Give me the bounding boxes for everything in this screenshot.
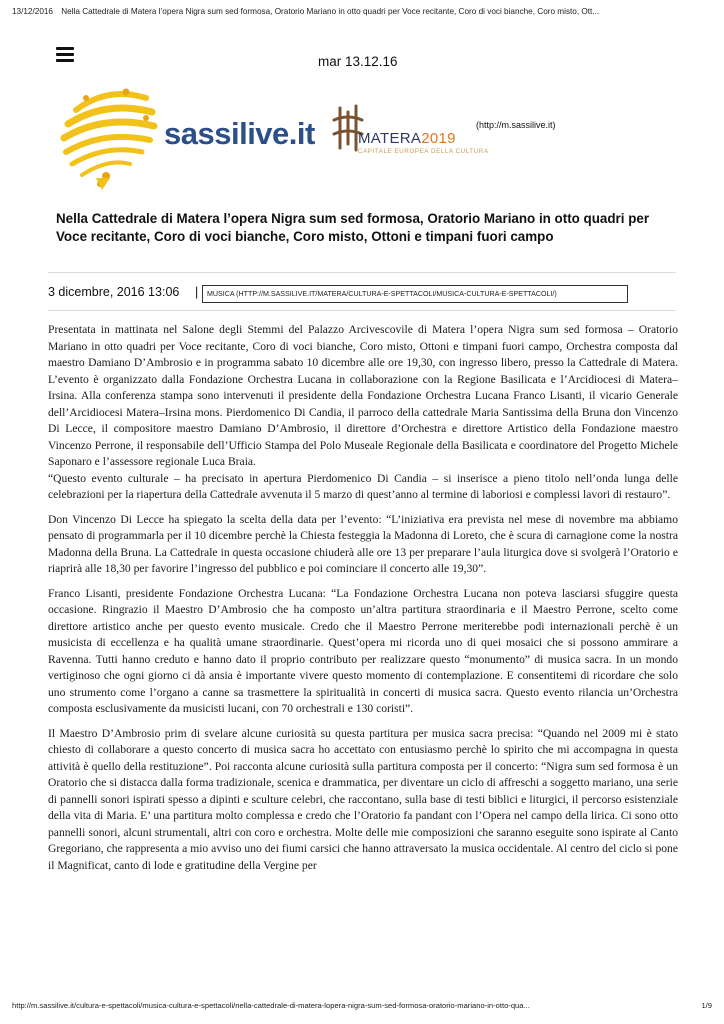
print-title: Nella Cattedrale di Matera l’opera Nigra sum sed formosa, Oratorio Mariano in otto quadri per Voce recitante, Coro di voci bianche, Coro misto, Ott... bbox=[61, 7, 600, 16]
site-url-link[interactable]: (http://m.sassilive.it) bbox=[476, 120, 556, 130]
article-body bbox=[48, 322, 678, 882]
print-date: 13/12/2016 bbox=[12, 7, 53, 16]
print-footer-url: http://m.sassilive.it/cultura-e-spettacoli/musica-cultura-e-spettacoli/nella-cattedrale-di-matera-lopera-nigra-sum-sed-formosa-oratorio-mariano-in-otto-qua... bbox=[12, 1001, 530, 1010]
hamburger-menu-icon[interactable] bbox=[56, 47, 74, 62]
article-paragraph: “Questo evento culturale – ha precisato in apertura Pierdomenico Di Candia – si inserisce a pieno titolo nell’onda lunga delle celebrazioni per la riapertura della Cattedrale avvenuta il 5 marzo di quest’anno al termine di laboriosi e complessi lavori di restauro”. bbox=[48, 471, 678, 501]
article-title: Nella Cattedrale di Matera l’opera Nigra sum sed formosa, Oratorio Mariano in otto quadri per Voce recitante, Coro di voci bianche, Coro misto, Ottoni e timpani fuori campo bbox=[56, 211, 650, 244]
article-paragraph: Il Maestro D’Ambrosio prim di svelare alcune curiosità su questa partitura per musica sacra precisa: “Quando nel 2009 mi è stato chiesto di collaborare a questo concerto di musica sacra ho accettato con entusiasmo perchè lo spirito che mi accompagna in questa attività è quello della restituzione”. Poi racconta alcune curiosità sulla partitura composta per il concerto: “Nigra sum sed formosa è un Oratorio che si distacca dalla forma tradizionale, scenica e drammatica, per diventare un ciclo di affreschi a soggetto mariano, una serie di pannelli sonori ispirati spesso a dipinti e sculture celebri, che raccontano, sulla base di testi biblici e liturgici, il percorso esistenziale della vita di Maria. E’ una partitura molto complessa e credo che l’Oratorio fa pandant con l’Opera nel campo della lirica. Ci sono otto pannelli sonori, alcuni strumentali, altri con coro e orchestra. Molte delle mie composizioni che saranno eseguite sono ispirate al Canto Gregoriano, che rappresenta a mio avviso uno dei fiumi carsici che hanno attraversato la musica occidentale. Al centro del ciclo si pone il Magnificat, canto di lode e gratitudine della Vergine per bbox=[48, 726, 678, 872]
matera-year: 2019 bbox=[421, 130, 456, 147]
meta-separator: | bbox=[195, 285, 199, 299]
header-date: mar 13.12.16 bbox=[318, 54, 398, 69]
article-paragraph: Presentata in mattinata nel Salone degli Stemmi del Palazzo Arcivescovile di Matera l’opera Nigra sum sed formosa – Oratorio Mariano in otto quadri per Voce recitante, Coro di voci bianche, Coro misto, Ottoni e timpani fuori campo, Orchestra composta dal maestro Damiano D’Ambrosio e in programma sabato 10 dicembre alle ore 19,30, con ingresso libero, presso la Cattedrale di Matera. L’evento è organizzato dalla Fondazione Orchestra Lucana in collaborazione con la Regione Basilicata e l’Arcidiocesi di Matera–Irsina. Alla conferenza stampa sono intervenuti il presidente della Fondazione Orchestra Lucana Franco Lisanti, il vicario Generale dell’Arcidiocesi Matera–Irsina mons. Pierdomenico Di Candia, il parroco della cattedrale Maria Santissima della Bruna don Vincenzo Di Lecce, il compositore maestro Damiano D’Ambrosio, il direttore d’Orchestra e direttore Artistico della Fondazione maestro Vincenzo Perrone, il responsabile dell’Ufficio Stampa del Polo Museale Regionale della Basilicata e coordinatore del Progetto Michele Saponaro e l’assessore regionale Luca Braia. bbox=[48, 323, 678, 468]
print-header bbox=[12, 7, 712, 16]
divider-top bbox=[48, 272, 676, 273]
article-paragraph: Franco Lisanti, presidente Fondazione Orchestra Lucana: “La Fondazione Orchestra Lucana non poteva lasciarsi sfuggire questa occasione. Ringrazio il Maestro D’Ambrosio che ha composto un’altra partitura straordinaria e il Maestro Perrone, scelto come direttore artistico anche per questo evento musicale. Credo che il Maestro Perrone meriterebbe podi internazionali perchè è un musicista di eccellenza e ha qualità umane straordinarie. Quest’opera mi ricorda uno di quei mosaici che si possono ammirare a Ravenna. Tutti hanno creduto e hanno dato il proprio contributo per realizzare questo “monumento” di musica sacra. In un mondo vertiginoso che ogni giorno ci dà ansia è importante vivere questo momento di contemplazione. E consentitemi di ricordare che solo uno strumento come l’organo a canne sa trasmettere la spiritualità in concerti di musica sacra. Questo evento rilancia un’Orchestra composta esclusivamente da musicisti lucani, con 70 orchestrali e 130 coristi”. bbox=[48, 586, 678, 715]
sassilive-swirl-icon bbox=[56, 80, 166, 192]
matera-word: MATERA bbox=[358, 130, 422, 147]
logo-wordmark: sassilive.it bbox=[164, 116, 315, 151]
page-number: 1/9 bbox=[701, 1001, 712, 1010]
article-paragraph: Don Vincenzo Di Lecce ha spiegato la scelta della data per l’evento: “L’iniziativa era prevista nel mese di novembre ma abbiamo pensato di programmarla per il 10 dicembre perchè la Chiesta festeggia la Madonna di Loreto, che è scura di carnagione come la nostra Madonna della Bruna. La Cattedrale in questa occasione chiuderà alle ore 13 per preparare l’aula liturgica dove si svolgerà l’Oratorio e riaprirà alle 18,30 per favorire l’ingresso del pubblico e poi cominciare il concerto alle 19,30”. bbox=[48, 512, 678, 575]
matera-tagline: CAPITALE EUROPEA DELLA CULTURA bbox=[358, 148, 489, 155]
site-logo[interactable] bbox=[56, 80, 489, 190]
article-date: 3 dicembre, 2016 13:06 bbox=[48, 285, 180, 299]
divider-bottom bbox=[48, 310, 676, 311]
print-footer bbox=[12, 1001, 712, 1013]
matera2019-logo-text bbox=[358, 130, 456, 147]
category-link[interactable]: MUSICA (HTTP://M.SASSILIVE.IT/MATERA/CULTURA-E-SPETTACOLI/MUSICA-CULTURA-E-SPETTACOLI/) bbox=[202, 285, 628, 303]
article-meta bbox=[48, 285, 678, 305]
